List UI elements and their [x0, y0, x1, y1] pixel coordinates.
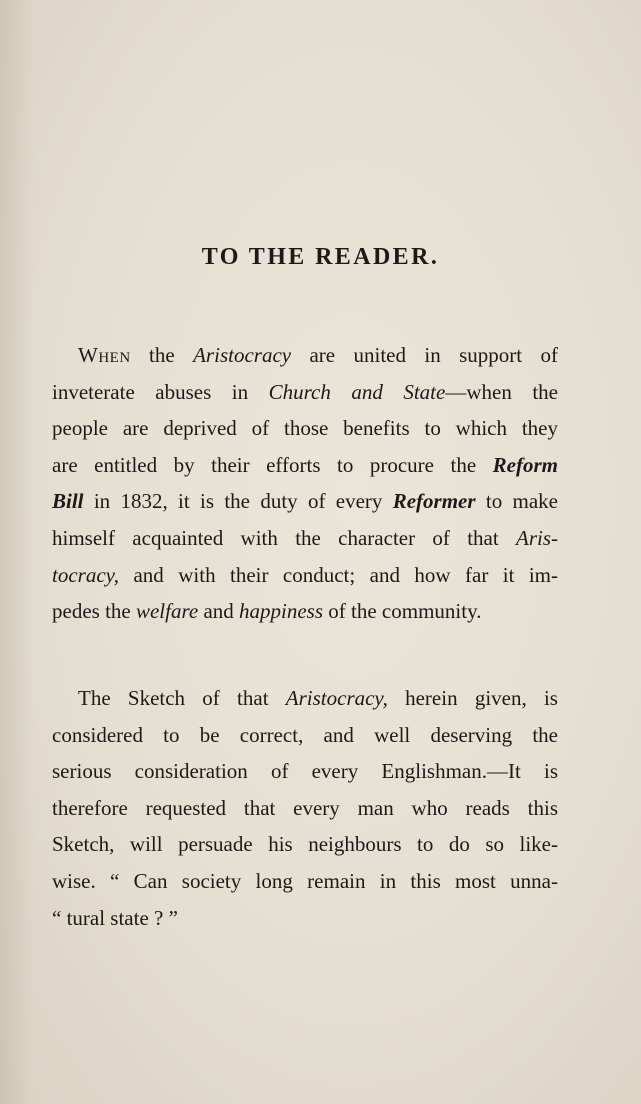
paragraph-2-line-5: Sketch, will persuade his neighbours to do so like-	[52, 832, 558, 857]
word-tocracy: tocracy,	[52, 562, 120, 587]
text-run: are entitled by their efforts to procure the	[52, 452, 493, 477]
word-bill: Bill	[52, 489, 84, 514]
paragraph-1-line-2	[52, 374, 558, 411]
word-reformer: Reformer	[392, 489, 476, 514]
paragraph-1-line-1	[52, 337, 558, 374]
text-run: inveterate abuses in	[52, 379, 269, 404]
text-run: herein given, is	[387, 686, 558, 710]
text-run: and	[198, 599, 240, 624]
word-aristocracy: Aristocracy,	[285, 686, 388, 710]
text-run: the	[130, 343, 194, 367]
paragraph-1-line-6	[52, 520, 558, 557]
text-run: pedes the	[52, 599, 136, 624]
paragraph-2	[52, 680, 558, 936]
text-run: of the community.	[323, 599, 482, 624]
text-run: —when the	[445, 379, 558, 404]
phrase-church-and-state: Church and State	[268, 379, 446, 404]
paragraph-2-line-6: wise. “ Can society long remain in this most unna-	[52, 868, 558, 893]
word-aristocracy: Aristocracy	[193, 343, 292, 367]
paragraph-1-line-7	[52, 557, 558, 594]
word-welfare: welfare	[135, 599, 199, 624]
paragraph-2-line-7: “ tural state ? ”	[52, 905, 178, 930]
paragraph-1-line-4	[52, 447, 558, 484]
text-run: to make	[475, 489, 559, 514]
text-run: in 1832, it is the duty of every	[83, 489, 393, 514]
paragraph-1-line-8	[52, 593, 558, 630]
paragraph-2-line-3: serious consideration of every Englishman.—It is	[52, 759, 558, 784]
paragraph-2-line-2: considered to be correct, and well deserving the	[52, 722, 558, 747]
paragraph-1-line-5	[52, 483, 558, 520]
text-run: The Sketch of that	[78, 686, 286, 710]
paragraph-2-line-4: therefore requested that every man who reads this	[52, 795, 558, 820]
word-aris: Aris-	[516, 525, 558, 550]
text-run: are united in support of	[291, 343, 559, 367]
word-happiness: happiness	[239, 599, 324, 624]
text-run: himself acquainted with the character of that	[52, 525, 516, 550]
paragraph-2-line-1	[52, 680, 558, 717]
page-heading: TO THE READER.	[201, 244, 440, 270]
word-when: When	[78, 343, 131, 367]
word-reform: Reform	[492, 452, 558, 477]
paragraph-1	[52, 337, 558, 630]
paragraph-1-line-3: people are deprived of those benefits to which they	[52, 416, 558, 441]
text-run: and with their conduct; and how far it im-	[119, 562, 558, 587]
